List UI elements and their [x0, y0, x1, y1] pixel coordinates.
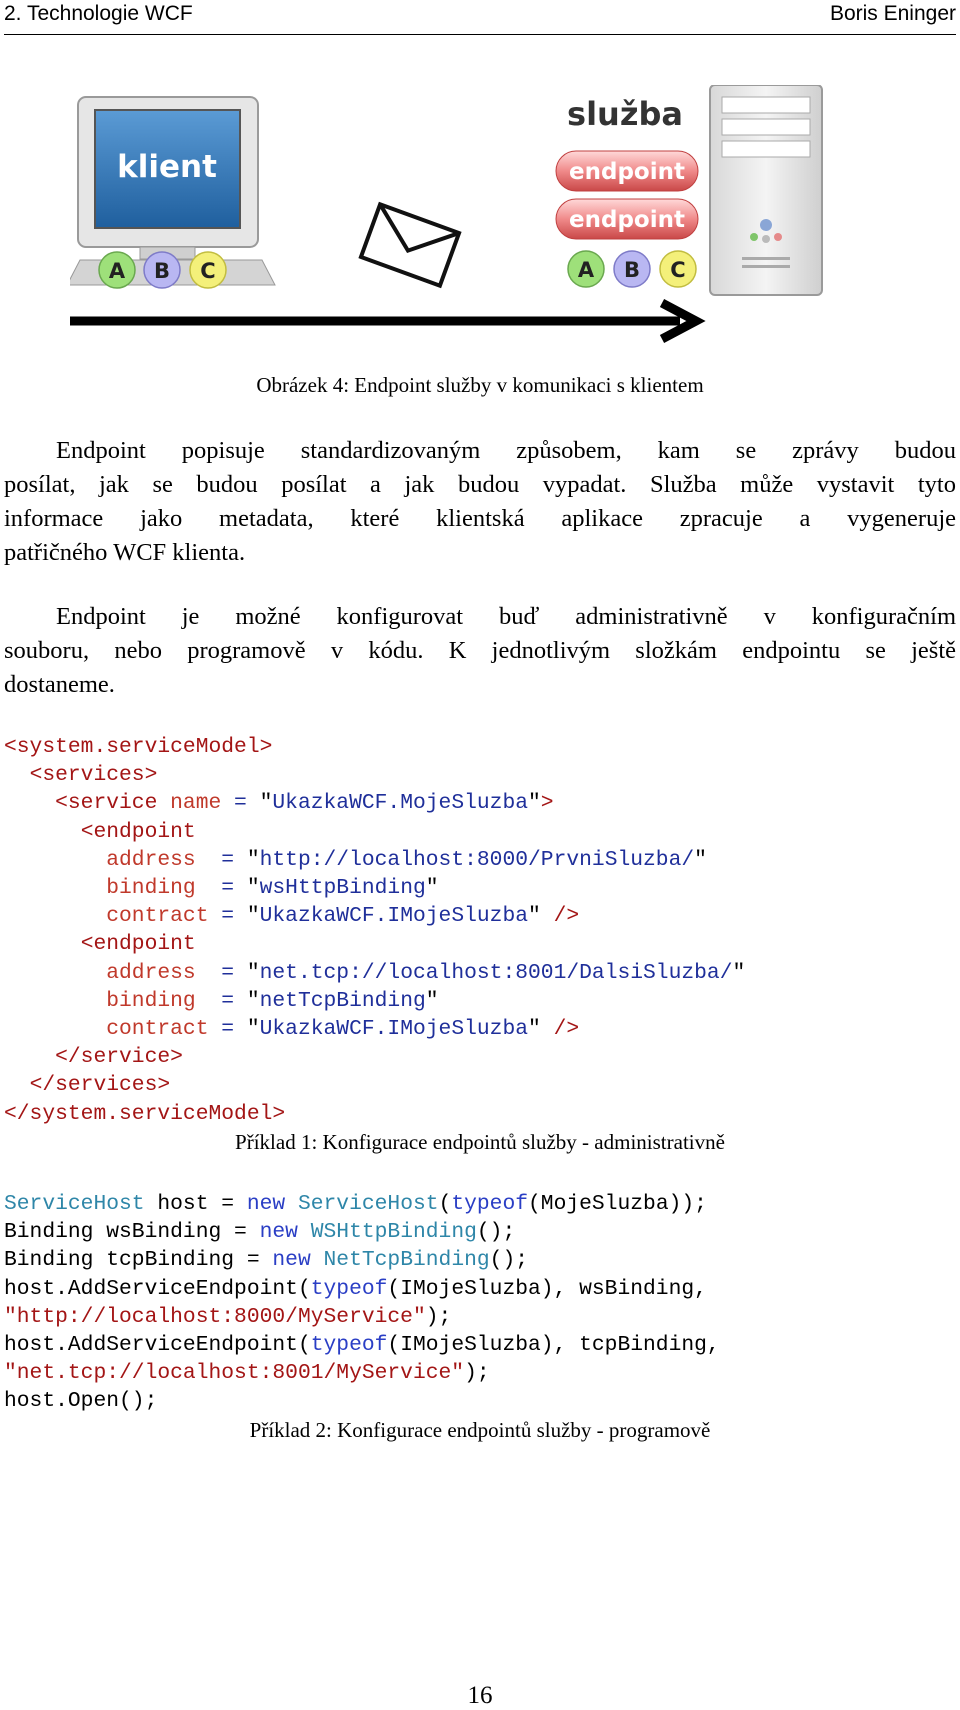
code-token: " — [528, 1017, 541, 1042]
endpoint-figure — [70, 85, 900, 375]
client-computer-icon — [70, 97, 275, 288]
code-token: = — [195, 960, 247, 985]
code-token: <system.serviceModel> — [4, 735, 273, 759]
code-token: UkazkaWCF.MojeSluzba — [272, 791, 529, 816]
code-token: > — [540, 791, 554, 816]
code-token: ServiceHost — [297, 1192, 439, 1216]
code-token: = — [195, 847, 247, 872]
code-line — [4, 1045, 183, 1069]
code-token: " — [259, 791, 273, 816]
example1-caption: Příklad 1: Konfigurace endpointů služby - administrativně — [235, 1130, 725, 1154]
code-token: new — [259, 1220, 298, 1245]
code-token — [4, 1017, 106, 1041]
code-token — [4, 791, 55, 815]
code-token: /> — [540, 904, 580, 929]
code-token: new — [272, 1248, 311, 1273]
code-token — [4, 932, 81, 956]
code-token — [4, 820, 81, 844]
paragraph-endpoint-description — [4, 434, 956, 570]
code-token: = — [195, 988, 247, 1013]
code-token: host = — [144, 1192, 247, 1216]
paragraph-endpoint-configuration — [4, 600, 956, 702]
code-line — [4, 763, 157, 787]
page-header — [4, 0, 956, 35]
code-token: " — [246, 876, 260, 901]
code-token: <service — [55, 791, 171, 816]
code-token — [298, 1220, 311, 1244]
service-label: služba — [567, 95, 683, 133]
code-token: binding — [106, 988, 196, 1013]
paragraph-line: posílat, jak se budou posílat a jak budou vypadat. Služba může vystavit tyto — [4, 471, 956, 498]
code-line — [4, 1248, 528, 1272]
arrow-right-icon — [70, 303, 696, 339]
code-token: WSHttpBinding — [310, 1220, 477, 1245]
code-example-csharp — [4, 1190, 720, 1416]
code-token: " — [246, 847, 260, 872]
endpoint-pill-2 — [556, 199, 698, 239]
page-number: 16 — [467, 1682, 493, 1709]
code-line — [4, 1389, 157, 1413]
code-token: = — [195, 876, 247, 901]
code-token: </services> — [29, 1073, 171, 1098]
client-abc-c: C — [200, 259, 216, 283]
code-token — [4, 848, 106, 872]
code-token: </service> — [55, 1045, 183, 1070]
code-token: " — [246, 904, 260, 929]
code-token: " — [528, 791, 541, 816]
code-token: (MojeSluzba)); — [528, 1192, 707, 1216]
code-token — [4, 989, 106, 1013]
code-token: typeof — [310, 1333, 388, 1358]
endpoint-pill-1 — [556, 151, 698, 191]
code-token: " — [694, 847, 707, 872]
envelope-icon — [361, 204, 459, 285]
code-token: = — [208, 1017, 247, 1042]
service-abc-b: B — [623, 258, 641, 282]
code-token: " — [528, 904, 541, 929]
code-token: (IMojeSluzba), tcpBinding, — [387, 1333, 720, 1358]
example2-caption: Příklad 2: Konfigurace endpointů služby - programově — [249, 1418, 711, 1442]
code-token: = — [221, 791, 260, 816]
code-token — [4, 1073, 30, 1097]
service-abc — [568, 251, 696, 287]
code-token: "net.tcp://localhost:8001/MyService" — [4, 1361, 465, 1386]
code-token: " — [425, 876, 439, 901]
chapter-title: 2. Technologie WCF — [4, 2, 193, 25]
code-line — [4, 989, 439, 1013]
code-line — [4, 876, 439, 900]
code-token: contract — [106, 1017, 209, 1042]
code-line — [4, 1220, 515, 1244]
code-line — [4, 848, 707, 872]
code-line — [4, 1102, 285, 1126]
paragraph-line: souboru, nebo programově v kódu. K jednotlivým složkám endpointu se ještě — [4, 637, 956, 664]
code-line — [4, 1017, 579, 1041]
code-token: " — [246, 988, 260, 1013]
code-token: " — [732, 960, 746, 985]
code-token: ( — [438, 1192, 452, 1216]
code-token: contract — [106, 904, 209, 929]
code-line — [4, 1073, 170, 1097]
code-token: typeof — [310, 1276, 388, 1301]
code-token: address — [106, 960, 196, 985]
code-token: <endpoint — [80, 932, 196, 957]
code-token: Binding wsBinding = — [4, 1220, 260, 1245]
client-abc-a: A — [108, 259, 126, 283]
code-token: (); — [476, 1220, 516, 1245]
code-token — [4, 876, 106, 900]
code-token: binding — [106, 876, 196, 901]
code-token: " — [246, 1017, 260, 1042]
code-token: "http://localhost:8000/MyService" — [4, 1304, 426, 1329]
code-token: ); — [425, 1304, 452, 1329]
endpoint-label-1: endpoint — [569, 159, 685, 185]
code-token: new — [246, 1192, 286, 1216]
service-abc-a: A — [577, 258, 595, 282]
code-token: name — [170, 791, 222, 816]
code-token: <services> — [29, 763, 158, 788]
service-abc-c: C — [670, 258, 686, 282]
code-token — [311, 1248, 324, 1272]
code-line — [4, 904, 579, 928]
code-line — [4, 1305, 451, 1329]
code-token: </system.serviceModel> — [4, 1101, 286, 1126]
code-token: typeof — [451, 1192, 529, 1216]
code-token — [285, 1192, 298, 1216]
code-token — [4, 1045, 55, 1069]
code-token: host.AddServiceEndpoint( — [4, 1333, 311, 1358]
code-line — [4, 791, 554, 815]
client-abc-b: B — [153, 259, 171, 283]
code-token: http://localhost:8000/PrvniSluzba/ — [259, 847, 695, 872]
figure-caption: Obrázek 4: Endpoint služby v komunikaci s klientem — [256, 373, 704, 397]
code-example-xml — [4, 733, 745, 1128]
code-token: wsHttpBinding — [259, 876, 426, 901]
code-line — [4, 820, 196, 844]
code-token: NetTcpBinding — [323, 1248, 490, 1273]
code-token: (); — [489, 1248, 529, 1273]
code-token: = — [208, 904, 247, 929]
code-line — [4, 735, 272, 759]
server-icon — [710, 85, 822, 295]
code-token — [4, 763, 30, 787]
endpoint-label-2: endpoint — [569, 207, 685, 233]
code-token: net.tcp://localhost:8001/DalsiSluzba/ — [259, 960, 733, 985]
code-token: " — [246, 960, 260, 985]
code-token: host.AddServiceEndpoint( — [4, 1276, 311, 1301]
client-label: klient — [117, 149, 217, 185]
code-line — [4, 1333, 720, 1357]
code-token: address — [106, 847, 196, 872]
code-token — [4, 961, 106, 985]
code-token: " — [425, 988, 439, 1013]
code-line — [4, 932, 196, 956]
paragraph-line: patřičného WCF klienta. — [4, 539, 246, 566]
author-name: Boris Eninger — [829, 2, 956, 25]
code-line — [4, 961, 745, 985]
code-line — [4, 1277, 707, 1301]
code-token: host.Open(); — [4, 1389, 158, 1414]
code-token: ServiceHost — [4, 1192, 145, 1216]
paragraph-line: dostaneme. — [4, 671, 115, 698]
paragraph-line: informace jako metadata, které klientská aplikace zpracuje a vygeneruje — [4, 505, 956, 532]
code-token: UkazkaWCF.IMojeSluzba — [259, 1017, 529, 1042]
code-token: UkazkaWCF.IMojeSluzba — [259, 904, 529, 929]
code-token: (IMojeSluzba), wsBinding, — [387, 1276, 707, 1301]
code-token: /> — [540, 1017, 580, 1042]
code-token — [4, 904, 106, 928]
code-token: netTcpBinding — [259, 988, 426, 1013]
paragraph-line: Endpoint popisuje standardizovaným způsobem, kam se zprávy budou — [56, 437, 956, 464]
code-token: ); — [464, 1361, 490, 1386]
code-token: <endpoint — [80, 819, 196, 844]
paragraph-line: Endpoint je možné konfigurovat buď administrativně v konfiguračním — [56, 603, 956, 630]
code-token: Binding tcpBinding = — [4, 1248, 273, 1273]
code-line — [4, 1361, 490, 1385]
code-line — [4, 1192, 707, 1216]
